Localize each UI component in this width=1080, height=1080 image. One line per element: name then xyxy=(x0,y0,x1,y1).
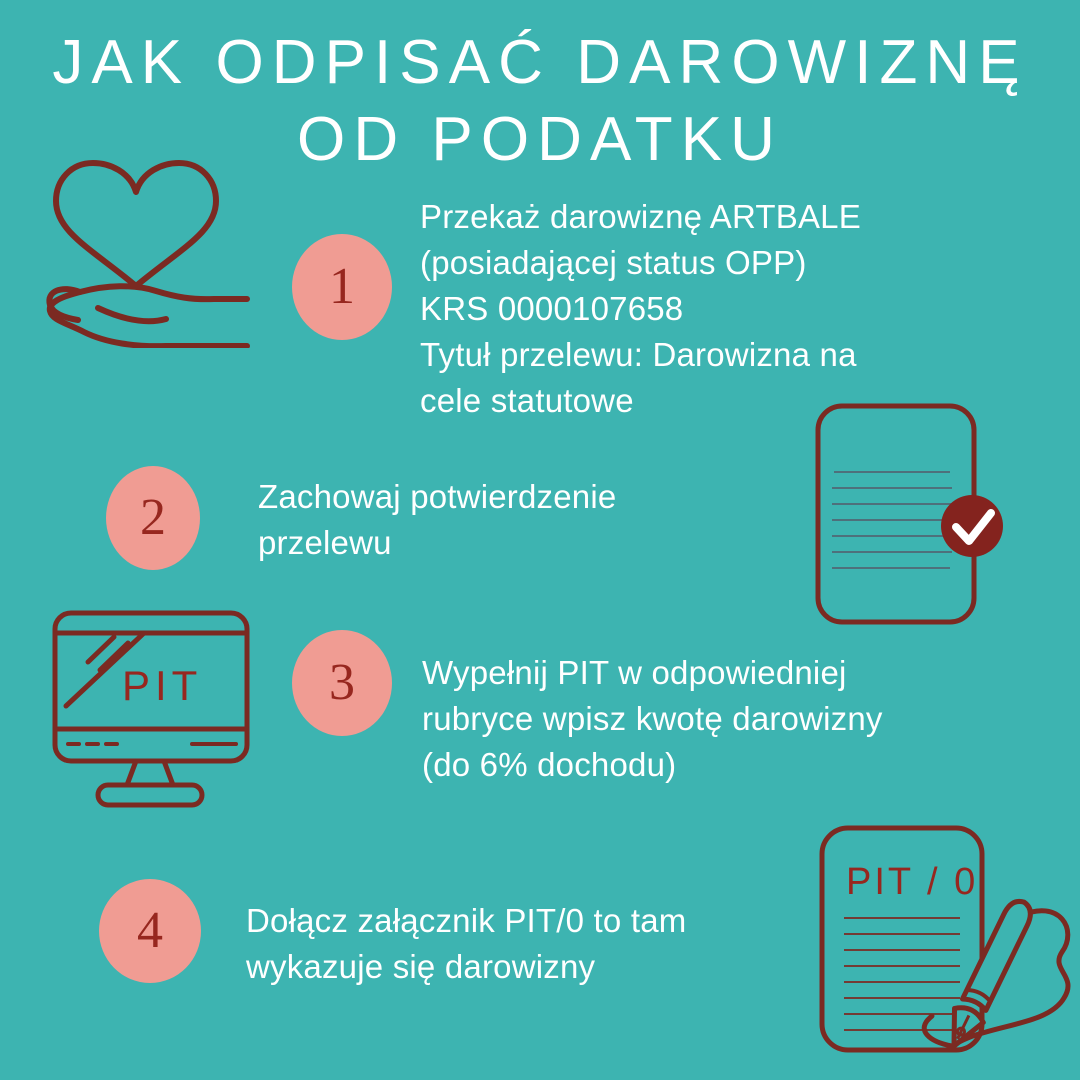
step-text-line: wykazuje się darowizny xyxy=(246,948,596,985)
step-text-line: Wypełnij PIT w odpowiedniej xyxy=(422,654,847,691)
step-text-line: (do 6% dochodu) xyxy=(422,746,677,783)
page-title xyxy=(0,24,1080,178)
pit0-label: PIT / 0 xyxy=(846,861,979,903)
monitor-pit-icon xyxy=(52,610,252,810)
step-1-number: 1 xyxy=(329,258,355,315)
step-3-number: 3 xyxy=(329,654,355,711)
step-2-text xyxy=(258,474,698,566)
heart-in-hand-icon xyxy=(38,156,250,348)
step-text-line: przelewu xyxy=(258,524,392,561)
pit0-document-icon xyxy=(812,818,1080,1060)
step-text-line: KRS 0000107658 xyxy=(420,290,684,327)
step-4-text xyxy=(246,898,766,990)
step-2-number: 2 xyxy=(140,489,166,546)
step-1-text xyxy=(420,194,950,424)
step-text-line: Przekaż darowiznę ARTBALE xyxy=(420,198,861,235)
step-4-circle xyxy=(99,879,201,983)
step-3-text xyxy=(422,650,982,788)
check-badge xyxy=(941,495,1003,557)
step-text-line: Dołącz załącznik PIT/0 to tam xyxy=(246,902,687,939)
document-check-icon xyxy=(812,398,1012,630)
step-text-line: cele statutowe xyxy=(420,382,634,419)
step-text-line: (posiadającej status OPP) xyxy=(420,244,807,281)
step-text-line: Zachowaj potwierdzenie xyxy=(258,478,617,515)
step-text-line: rubryce wpisz kwotę darowizny xyxy=(422,700,883,737)
step-3-circle xyxy=(292,630,392,736)
step-text-line: Tytuł przelewu: Darowizna na xyxy=(420,336,857,373)
title-line-2: OD PODATKU xyxy=(297,105,783,174)
monitor-pit-label: PIT xyxy=(122,662,203,709)
step-2-circle xyxy=(106,466,200,570)
title-line-1: JAK ODPISAĆ DAROWIZNĘ xyxy=(52,28,1028,97)
step-4-number: 4 xyxy=(137,902,163,959)
step-1-circle xyxy=(292,234,392,340)
